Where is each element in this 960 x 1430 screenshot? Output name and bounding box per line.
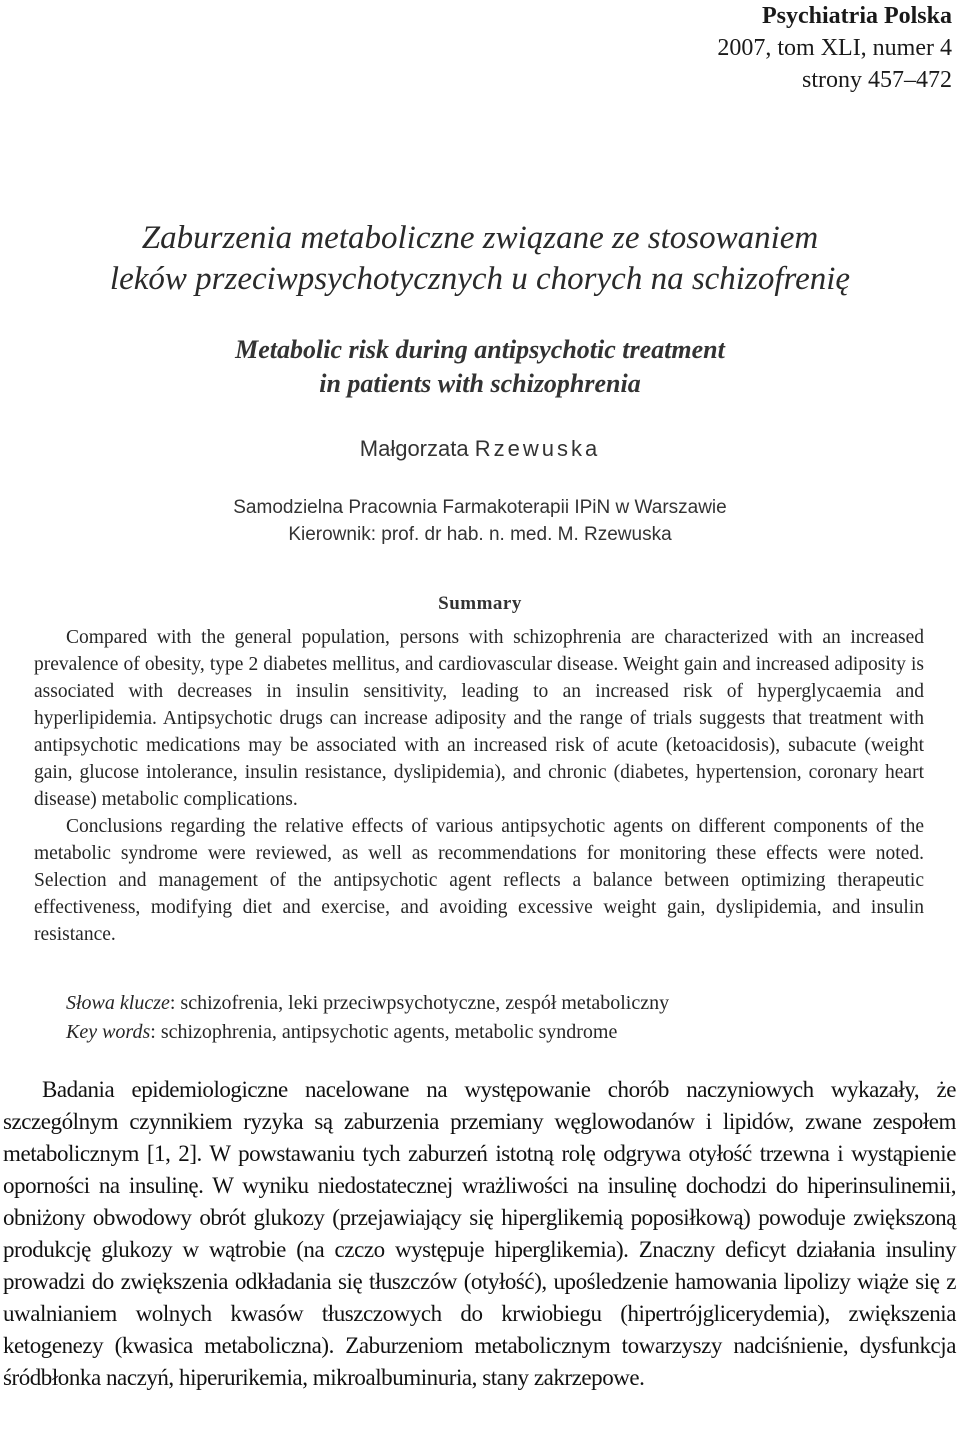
title-polish-line2: leków przeciwpsychotycznych u chorych na schizofrenię: [109, 261, 851, 297]
author: [0, 434, 960, 464]
body-text: [3, 1074, 956, 1394]
journal-issue: 2007, tom XLI, numer 4: [717, 35, 952, 61]
keywords-english-value: : schizophrenia, antipsychotic agents, metabolic syndrome: [150, 1021, 618, 1043]
affiliation-institution: Samodzielna Pracownia Farmakoterapii IPiN w Warszawie: [233, 497, 727, 518]
author-first-name: Małgorzata: [359, 436, 469, 461]
title-english-line1: Metabolic risk during antipsychotic treatment: [235, 335, 725, 364]
author-surname: Rzewuska: [474, 436, 601, 461]
summary-heading: Summary: [438, 593, 522, 614]
journal-name: Psychiatria Polska: [762, 3, 952, 29]
keywords-polish: [66, 989, 926, 1017]
summary-paragraph: Conclusions regarding the relative effects of various antipsychotic agents on different components of the metabolic syndrome were reviewed, as well as recommendations for monitoring these effects were noted. Selection and management of the antipsychotic agent reflects a balance between optimizing therapeutic effectiveness, modifying diet and exercise, and avoiding excessive weight gain, dyslipidemia, and insulin resistance.: [34, 816, 924, 945]
keywords-polish-label: Słowa klucze: [66, 992, 170, 1014]
keywords-polish-value: : schizofrenia, leki przeciwpsychotyczne, zespół metaboliczny: [169, 992, 670, 1014]
journal-pages: strony 457–472: [802, 67, 952, 93]
journal-header: [552, 0, 952, 96]
body-paragraph: Badania epidemiologiczne nacelowane na występowanie chorób naczyniowych wykazały, że szczególnym czynnikiem ryzyka są zaburzenia przemiany węglowodanów i lipidów, zwane zespołem metabolicznym [1, 2]. W powstawaniu tych zaburzeń istotną rolę odgrywa otyłość trzewna i wystąpienie oporności na insulinę. W wyniku niedostatecznej wrażliwości na insulinę dochodzi do hiperinsulinemii, obniżony obwodowy obrót glukozy (przejawiający się hiperglikemią poposiłkową) powoduje zwiększoną produkcję glukozy w wątrobie (na czczo występuje hiperglikemia). Znaczny deficyt działania insuliny prowadzi do zwiększenia odkładania się tłuszczów (otyłość), upośledzenie hamowania lipolizy wiąże się z uwalnianiem wolnych kwasów tłuszczowych do krwiobiegu (hipertrójglicerydemia), zwiększenia ketogenezy (kwasica metaboliczna). Zaburzeniom metabolicznym towarzyszy nadciśnienie, dysfunkcja śródbłonka naczyń, hiperurikemia, mikroalbuminuria, stany zakrzepowe.: [3, 1077, 956, 1390]
summary-paragraph: Compared with the general population, persons with schizophrenia are characterized with an increased prevalence of obesity, type 2 diabetes mellitus, and cardiovascular disease. Weight gain and increased adiposity is associated with decreases in insulin sensitivity, leading to an increased risk of hyperglycaemia and hyperlipidemia. Antipsychotic drugs can increase adiposity and the range of trials suggests that treatment with antipsychotic medications may be associated with an increased risk of acute (ketoacidosis), subacute (weight gain, glucose intolerance, insulin resistance, dyslipidemia), and chronic (diabetes, hypertension, coronary heart disease) metabolic complications.: [34, 627, 924, 810]
affiliation-head: Kierownik: prof. dr hab. n. med. M. Rzewuska: [288, 524, 672, 545]
keywords-english: [66, 1018, 926, 1046]
keywords-english-label: Key words: [66, 1021, 151, 1043]
title-english-line2: in patients with schizophrenia: [319, 369, 641, 398]
title-polish-line1: Zaburzenia metaboliczne związane ze stosowaniem: [141, 220, 819, 256]
summary: [34, 624, 924, 948]
